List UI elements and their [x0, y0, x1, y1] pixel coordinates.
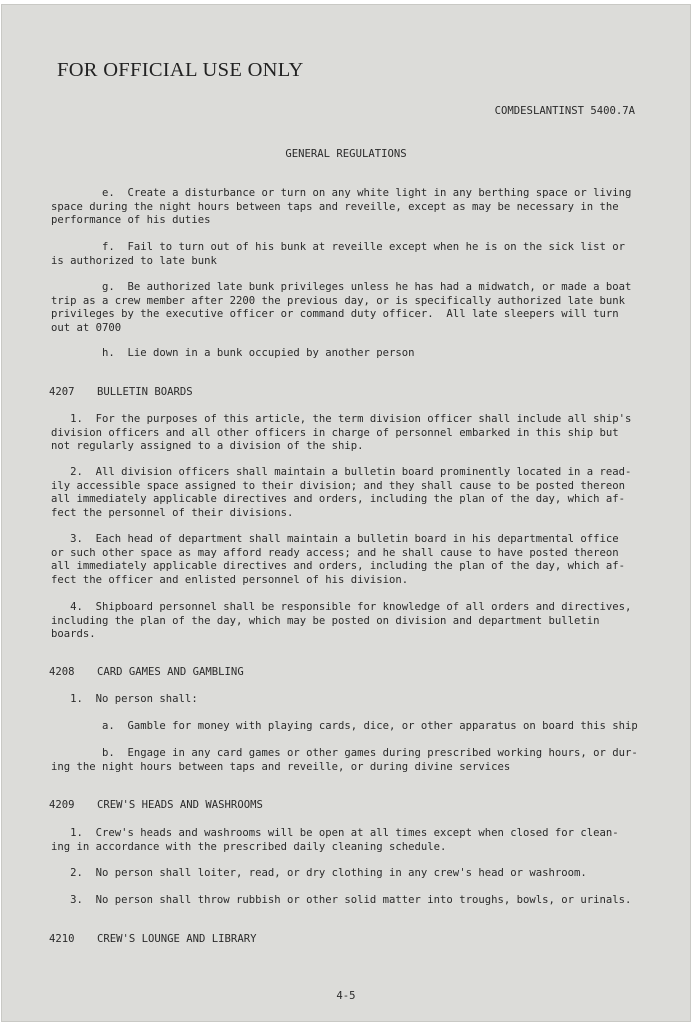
text-line: all immediately applicable directives and orders, including the plan of the day, which af-	[51, 560, 626, 573]
text-line: is authorized to late bunk	[51, 254, 217, 267]
text-line: privileges by the executive officer or command duty officer. All late sleepers will turn	[51, 308, 619, 321]
text-line: boards.	[51, 628, 96, 641]
paragraph-4208-1a	[51, 720, 651, 734]
paragraph-h	[51, 347, 651, 361]
paragraph-4207-3	[51, 533, 651, 587]
document-page	[1, 4, 691, 1022]
paragraph-4207-4	[51, 601, 651, 642]
text-line: b. Engage in any card games or other games during prescribed working hours, or dur-	[51, 747, 638, 759]
text-line: 1. No person shall:	[51, 693, 198, 705]
text-line: trip as a crew member after 2200 the previous day, or is specifically authorized late bunk	[51, 294, 626, 307]
text-line: including the plan of the day, which may be posted on division and department bulletin	[51, 614, 600, 627]
section-heading-4208	[49, 666, 244, 680]
text-line: ily accessible space assigned to their division; and they shall cause to be posted thereon	[51, 479, 626, 492]
paragraph-4209-2	[51, 867, 651, 881]
text-line: or such other space as may afford ready access; and he shall cause to have posted thereon	[51, 546, 619, 559]
paragraph-4208-1	[51, 693, 651, 707]
section-title: CREW'S HEADS AND WASHROOMS	[97, 799, 263, 811]
text-line: 2. All division officers shall maintain a bulletin board prominently located in a read-	[51, 466, 632, 478]
text-line: 2. No person shall loiter, read, or dry clothing in any crew's head or washroom.	[51, 867, 587, 879]
section-heading-4207	[49, 386, 193, 400]
text-line: 1. For the purposes of this article, the term division officer shall include all ship's	[51, 413, 632, 425]
text-line: performance of his duties	[51, 214, 211, 227]
paragraph-4209-3	[51, 894, 651, 908]
section-number: 4207	[49, 386, 75, 398]
text-line: 4. Shipboard personnel shall be responsible for knowledge of all orders and directives,	[51, 601, 632, 613]
section-title: CARD GAMES AND GAMBLING	[97, 666, 244, 678]
text-line: e. Create a disturbance or turn on any white light in any berthing space or living	[51, 187, 632, 199]
paragraph-f	[51, 241, 651, 268]
section-heading-4209	[49, 799, 263, 813]
classification-banner: FOR OFFICIAL USE ONLY	[57, 59, 304, 81]
text-line: out at 0700	[51, 321, 122, 334]
section-title: CREW'S LOUNGE AND LIBRARY	[97, 933, 257, 945]
instruction-number: COMDESLANTINST 5400.7A	[494, 105, 635, 117]
paragraph-4207-2	[51, 466, 651, 520]
paragraph-4207-1	[51, 413, 651, 454]
text-line: fect the officer and enlisted personnel of his division.	[51, 573, 409, 586]
text-line: ing the night hours between taps and reveille, or during divine services	[51, 760, 511, 773]
page-number: 4-5	[336, 990, 356, 1002]
text-line: division officers and all other officers in charge of personnel embarked in this ship but	[51, 426, 619, 439]
section-heading-4210	[49, 933, 256, 947]
text-line: ing in accordance with the prescribed daily cleaning schedule.	[51, 840, 447, 853]
paragraph-4208-1b	[51, 747, 651, 774]
text-line: a. Gamble for money with playing cards, dice, or other apparatus on board this ship	[51, 720, 638, 732]
paragraph-e	[51, 187, 651, 228]
text-line: h. Lie down in a bunk occupied by another person	[51, 347, 415, 359]
paragraph-4209-1	[51, 827, 651, 854]
text-line: 3. Each head of department shall maintain a bulletin board in his departmental office	[51, 533, 619, 545]
text-line: fect the personnel of their divisions.	[51, 506, 294, 519]
text-line: f. Fail to turn out of his bunk at reveille except when he is on the sick list or	[51, 241, 626, 253]
section-number: 4208	[49, 666, 75, 678]
section-number: 4209	[49, 799, 75, 811]
text-line: not regularly assigned to a division of the ship.	[51, 440, 364, 453]
text-line: all immediately applicable directives and orders, including the plan of the day, which af-	[51, 493, 626, 506]
text-line: space during the night hours between taps and reveille, except as may be necessary in the	[51, 200, 619, 213]
paragraph-g	[51, 281, 651, 335]
text-line: 1. Crew's heads and washrooms will be open at all times except when closed for clean-	[51, 827, 619, 839]
text-line: g. Be authorized late bunk privileges unless he has had a midwatch, or made a boat	[51, 281, 632, 293]
page-title: GENERAL REGULATIONS	[285, 148, 407, 160]
text-line: 3. No person shall throw rubbish or other solid matter into troughs, bowls, or urinals.	[51, 894, 632, 906]
section-number: 4210	[49, 933, 75, 945]
section-title: BULLETIN BOARDS	[97, 386, 193, 398]
